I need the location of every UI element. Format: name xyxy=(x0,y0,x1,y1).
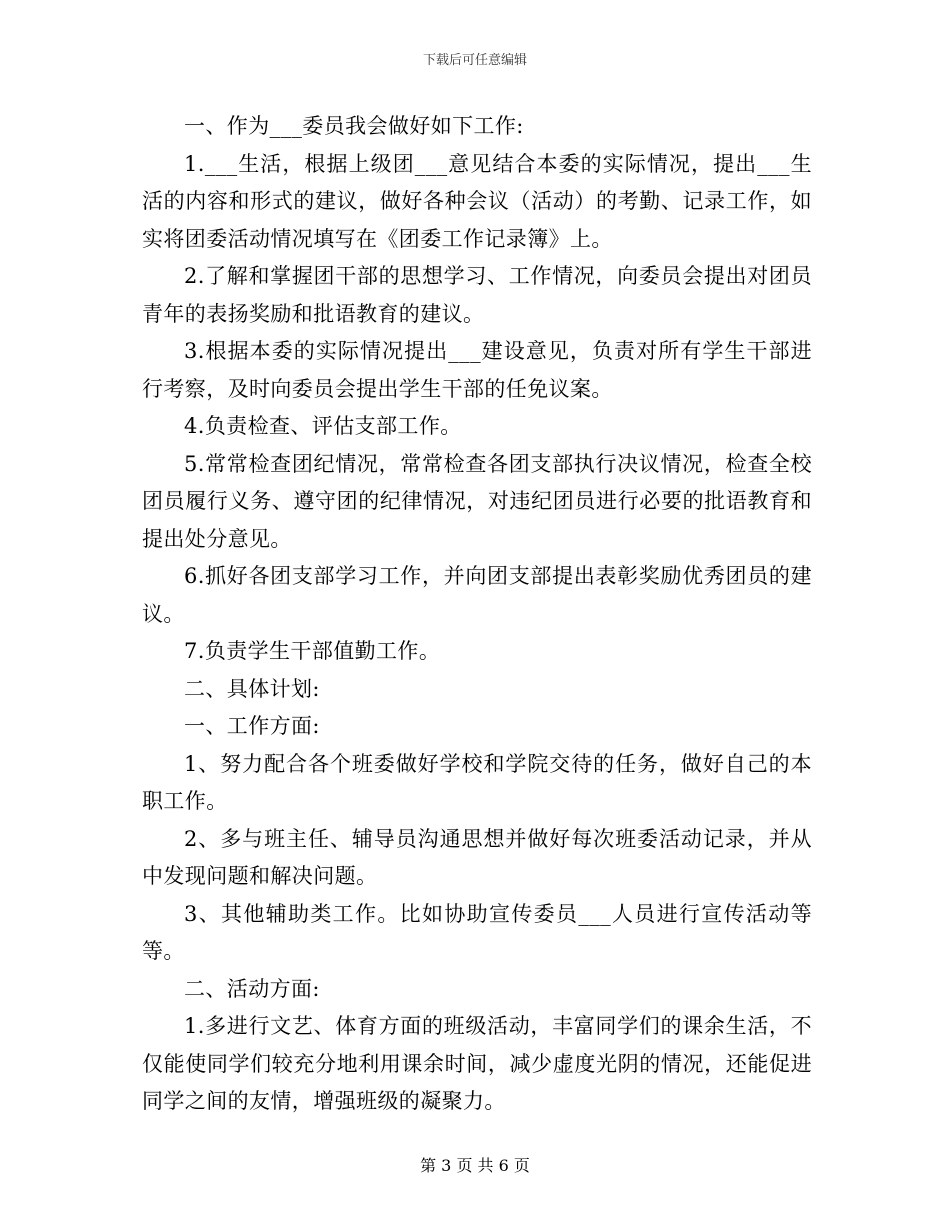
paragraph: 2.了解和掌握团干部的思想学习、工作情况，向委员会提出对团员青年的表扬奖励和批语教育的建议。 xyxy=(142,264,812,326)
paragraph: 1.多进行文艺、体育方面的班级活动，丰富同学们的课余生活，不仅能使同学们较充分地利用课余时间，减少虚度光阴的情况，还能促进同学之间的友情，增强班级的凝聚力。 xyxy=(142,1014,812,1113)
page-header: 下载后可任意编辑 xyxy=(422,53,527,68)
paragraph: 2、多与班主任、辅导员沟通思想并做好每次班委活动记录，并从中发现问题和解决问题。 xyxy=(142,826,812,888)
paragraph: 1.___生活，根据上级团___意见结合本委的实际情况，提出___生活的内容和形式的建议，做好各种会议（活动）的考勤、记录工作，如实将团委活动情况填写在《团委工作记录簿》上。 xyxy=(142,151,812,251)
paragraph: 3.根据本委的实际情况提出___建设意见，负责对所有学生干部进行考察，及时向委员会提出学生干部的任免议案。 xyxy=(142,339,812,401)
paragraph: 4.负责检查、评估支部工作。 xyxy=(184,414,462,438)
paragraph: 一、作为___委员我会做好如下工作: xyxy=(184,114,524,138)
paragraph: 5.常常检查团纪情况，常常检查各团支部执行决议情况，检查全校团员履行义务、遵守团的纪律情况，对违纪团员进行必要的批语教育和提出处分意见。 xyxy=(142,451,812,551)
paragraph: 7.负责学生干部值勤工作。 xyxy=(184,639,441,663)
paragraph: 1、努力配合各个班委做好学校和学院交待的任务，做好自己的本职工作。 xyxy=(142,751,812,813)
section-heading: 二、具体计划: xyxy=(184,676,320,701)
paragraph: 6.抓好各团支部学习工作，并向团支部提出表彰奖励优秀团员的建议。 xyxy=(142,564,812,626)
page-number: 第 3 页 共 6 页 xyxy=(420,1156,530,1175)
document-body xyxy=(142,108,812,1121)
paragraph: 3、其他辅助类工作。比如协助宣传委员___人员进行宣传活动等等。 xyxy=(142,901,812,963)
subsection-heading: 一、工作方面: xyxy=(184,714,320,738)
subsection-heading: 二、活动方面: xyxy=(184,976,320,1001)
